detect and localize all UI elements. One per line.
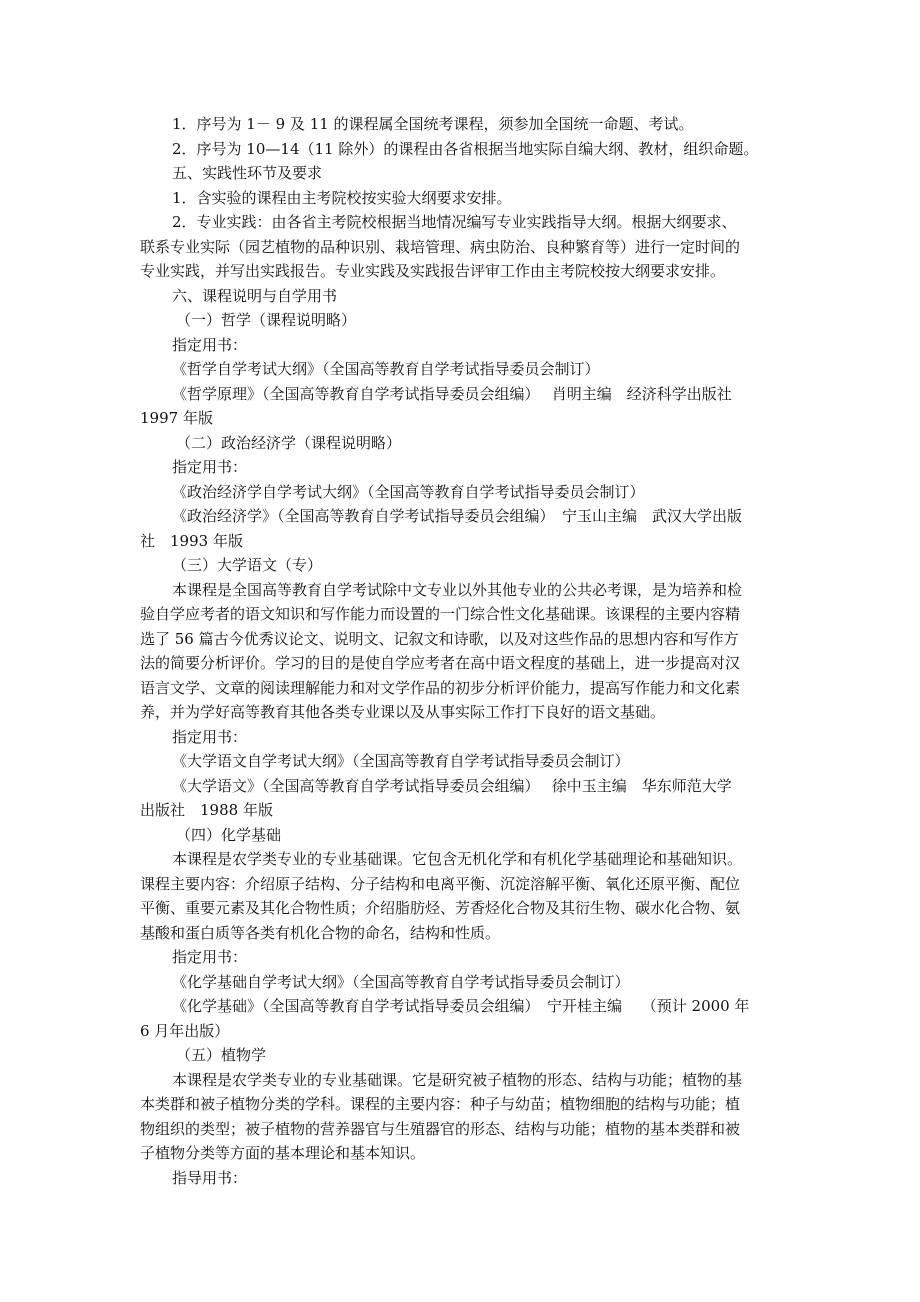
text-line: （二）政治经济学（课程说明略） bbox=[176, 433, 402, 452]
text-line: 《大学语文自学考试大纲》（全国高等教育自学考试指导委员会制订） bbox=[172, 752, 630, 770]
text-line: 本课程是农学类专业的专业基础课。它是研究被子植物的形态、结构与功能；植物的基 bbox=[172, 1070, 743, 1089]
text-line: （三）大学语文（专） bbox=[172, 556, 323, 574]
text-line: 指导用书： bbox=[172, 1168, 248, 1187]
text-line: 基酸和蛋白质等各类有机化合物的命名，结构和性质。 bbox=[140, 923, 501, 942]
text-line: 《政治经济学自学考试大纲》（全国高等教育自学考试指导委员会制订） bbox=[172, 482, 645, 501]
text-line: 养，并为学好高等教育其他各类专业课以及从事实际工作打下良好的语文基础。 bbox=[140, 703, 666, 721]
text-line: 2．序号为 10—14（11 除外）的课程由各省根据当地实际自编大纲、教材，组织命题。 bbox=[172, 139, 759, 158]
text-line: 语言文学、文章的阅读理解能力和对文学作品的初步分析评价能力，提高写作能力和文化素 bbox=[140, 678, 741, 697]
text-line: 物组织的类型；被子植物的营养器官与生殖器官的形态、结构与功能；植物的基本类群和被 bbox=[140, 1119, 741, 1138]
document-body bbox=[140, 112, 782, 1190]
text-line: 专业实践，并写出实践报告。专业实践及实践报告评审工作由主考院校按大纲要求安排。 bbox=[140, 262, 726, 280]
text-line: 1997 年版 bbox=[140, 409, 213, 427]
text-line: 联系专业实际（园艺植物的品种识别、栽培管理、病虫防治、良种繁育等）进行一定时间的 bbox=[140, 237, 741, 256]
text-line: 指定用书： bbox=[172, 458, 248, 476]
text-line: 平衡、重要元素及其化合物性质；介绍脂肪烃、芳香烃化合物及其衍生物、碳水化合物、氨 bbox=[140, 899, 741, 917]
text-line: 选了 56 篇古今优秀议论文、说明文、记叙文和诗歌，以及对这些作品的思想内容和写作方 bbox=[140, 629, 739, 648]
text-line: 《大学语文》（全国高等教育自学考试指导委员会组编） 徐中玉主编 华东师范大学 bbox=[172, 776, 732, 795]
text-line: 法的简要分析评价。学习的目的是使自学应考者在高中语文程度的基础上，进一步提高对汉 bbox=[140, 654, 741, 672]
text-line: 指定用书： bbox=[172, 948, 248, 966]
text-line: 《政治经济学》（全国高等教育自学考试指导委员会组编） 宁玉山主编 武汉大学出版 bbox=[172, 507, 743, 525]
text-line: 《化学基础》（全国高等教育自学考试指导委员会组编） 宁开桂主编 （预计 2000 年 bbox=[172, 997, 750, 1015]
text-line: 指定用书： bbox=[172, 727, 248, 746]
text-line: 子植物分类等方面的基本理论和基本知识。 bbox=[140, 1144, 426, 1162]
text-line: 1．序号为 1－ 9 及 11 的课程属全国统考课程，须参加全国统一命题、考试。 bbox=[172, 115, 694, 133]
text-line: 《哲学原理》（全国高等教育自学考试指导委员会组编） 肖明主编 经济科学出版社 bbox=[172, 384, 732, 403]
text-line: 2．专业实践：由各省主考院校根据当地情况编写专业实践指导大纲。根据大纲要求、 bbox=[172, 213, 737, 231]
text-line: （五）植物学 bbox=[176, 1046, 267, 1064]
text-line: 本课程是农学类专业的专业基础课。它包含无机化学和有机化学基础理论和基础知识。 bbox=[172, 850, 743, 868]
text-line: 课程主要内容：介绍原子结构、分子结构和电离平衡、沉淀溶解平衡、氧化还原平衡、配位 bbox=[140, 874, 741, 893]
text-line: 《化学基础自学考试大纲》（全国高等教育自学考试指导委员会制订） bbox=[172, 972, 630, 991]
text-line: （四）化学基础 bbox=[176, 825, 282, 844]
text-line: 《哲学自学考试大纲》（全国高等教育自学考试指导委员会制订） bbox=[172, 360, 600, 378]
text-line: （一）哲学（课程说明略） bbox=[176, 311, 357, 329]
text-line: 社 1993 年版 bbox=[140, 531, 243, 550]
text-line: 6 月年出版） bbox=[140, 1021, 230, 1040]
text-line: 六、课程说明与自学用书 bbox=[172, 286, 338, 305]
text-line: 验自学应考者的语文知识和写作能力而设置的一门综合性文化基础课。该课程的主要内容精 bbox=[140, 605, 741, 623]
text-line: 指定用书： bbox=[172, 335, 248, 354]
text-line: 1．含实验的课程由主考院校按实验大纲要求安排。 bbox=[172, 188, 512, 207]
text-line: 本课程是全国高等教育自学考试除中文专业以外其他专业的公共必考课，是为培养和检 bbox=[172, 580, 743, 599]
text-line: 出版社 1988 年版 bbox=[140, 801, 273, 819]
text-line: 五、实践性环节及要求 bbox=[172, 164, 323, 182]
text-line: 本类群和被子植物分类的学科。课程的主要内容：种子与幼苗；植物细胞的结构与功能；植 bbox=[140, 1095, 741, 1113]
